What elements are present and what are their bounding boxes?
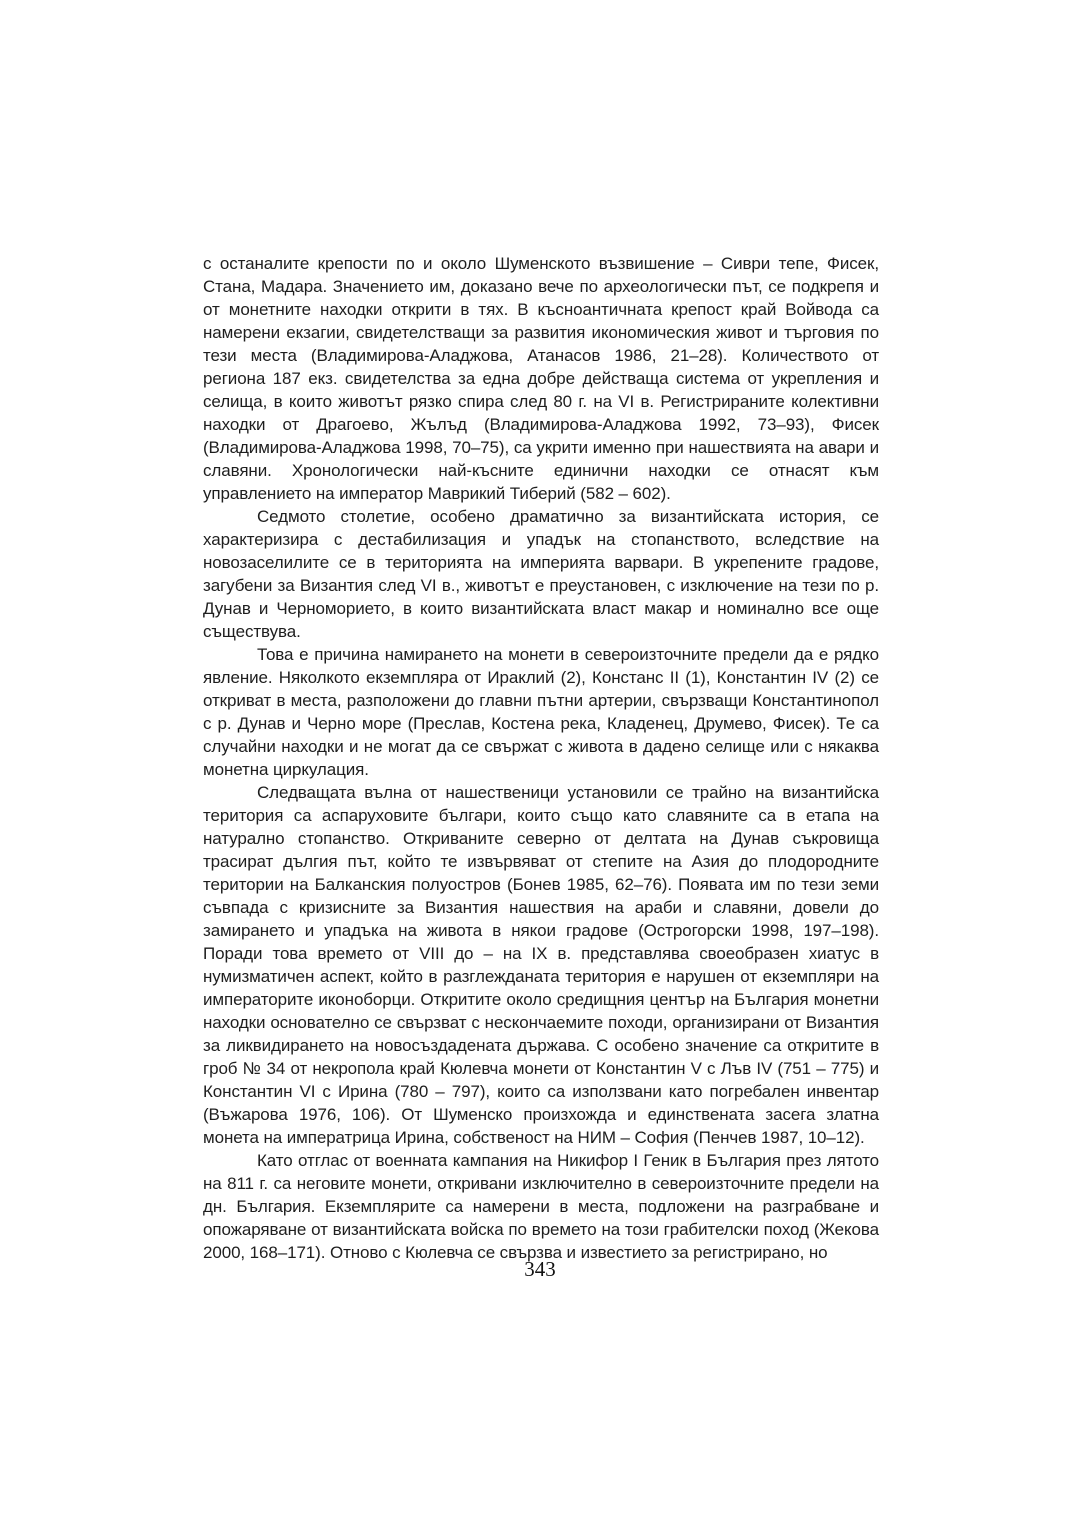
paragraph: Това е причина намирането на монети в североизточните предели да е рядко явление. Няколкото екземпляра от Ираклий (2), Констанс II (1), Константин IV (2) се откриват в места, разположени до главни пътни артерии, свързващи Константинопол с р. Дунав и Черно море (Преслав, Костена река, Кладенец, Друмево, Фисек). Те са случайни находки и не могат да се свържат с живота в дадено селище или с някаква монетна циркулация.	[203, 645, 879, 779]
paragraph: Следващата вълна от нашественици установили се трайно на византийска територия са аспаруховите българи, които също като славяните са в етапа на натурално стопанство. Откриваните северно от делтата на Дунав съкровища трасират дългия път, който те извървяват от степите на Азия до плодородните територии на Балканския полуостров (Бонев 1985, 62–76). Появата им по тези земи съвпада с кризисните за Византия нашествия на араби и славяни, довели до замирането и упадъка на живота в някои градове (Острогорски 1998, 197–198). Поради това времето от VIII до – на IX в. представлява своеобразен хиатус в нумизматичен аспект, който в разглежданата територия е нарушен от екземпляри на императорите иконоборци. Откритите около средищния център на България монетни находки основателно се свързват с нескончаемите походи, организирани от Византия за ликвидирането на новосъздадената държава. С особено значение са откритите в гроб № 34 от некропола край Кюлевча монети от Константин V с Лъв IV (751 – 775) и Константин VI с Ирина (780 – 797), които са използвани като погребален инвентар (Въжарова 1976, 106). От Шуменско произхожда и единствената засега златна монета на императрица Ирина, собственост на НИМ – София (Пенчев 1987, 10–12).	[203, 783, 879, 1147]
paragraph: Седмото столетие, особено драматично за византийската история, се характеризира с дестабилизация и упадък на стопанството, вследствие на новозаселилите се в територията на империята варвари. В укрепените градове, загубени за Византия след VI в., животът е преустановен, с изключение на тези по р. Дунав и Черноморието, в които византийската власт макар и номинално все още съществува.	[203, 507, 879, 641]
page-number: 343	[524, 1257, 556, 1281]
text-block	[203, 252, 879, 1264]
paragraph: Като отглас от военната кампания на Никифор I Геник в България през лятото на 811 г. са неговите монети, откривани изключително в североизточните предели на дн. България. Екземплярите са намерени в места, подложени на разграбване и опожаряване от византийската войска по времето на този грабителски поход (Жекова 2000, 168–171). Отново с Кюлевча се свързва и известието за регистрирано, но	[203, 1151, 879, 1262]
paragraph: с останалите крепости по и около Шуменското възвишение – Сиври тепе, Фисек, Стана, Мадара. Значението им, доказано вече по археологически път, се подкрепя и от монетните находки открити в тях. В късноантичната крепост край Войвода са намерени екзагии, свидетелстващи за развития икономическия живот и търговия по тези места (Владимирова-Аладжова, Атанасов 1986, 21–28). Количеството от региона 187 екз. свидетелства за една добре действаща система от укрепления и селища, в които животът рязко спира след 80 г. на VI в. Регистрираните колективни находки от Драгоево, Жълъд (Владимирова-Аладжова 1992, 73–93), Фисек (Владимирова-Аладжова 1998, 70–75), са укрити именно при нашествията на авари и славяни. Хронологически най-късните единични находки се отнасят към управлението на император Маврикий Тиберий (582 – 602).	[203, 254, 879, 503]
